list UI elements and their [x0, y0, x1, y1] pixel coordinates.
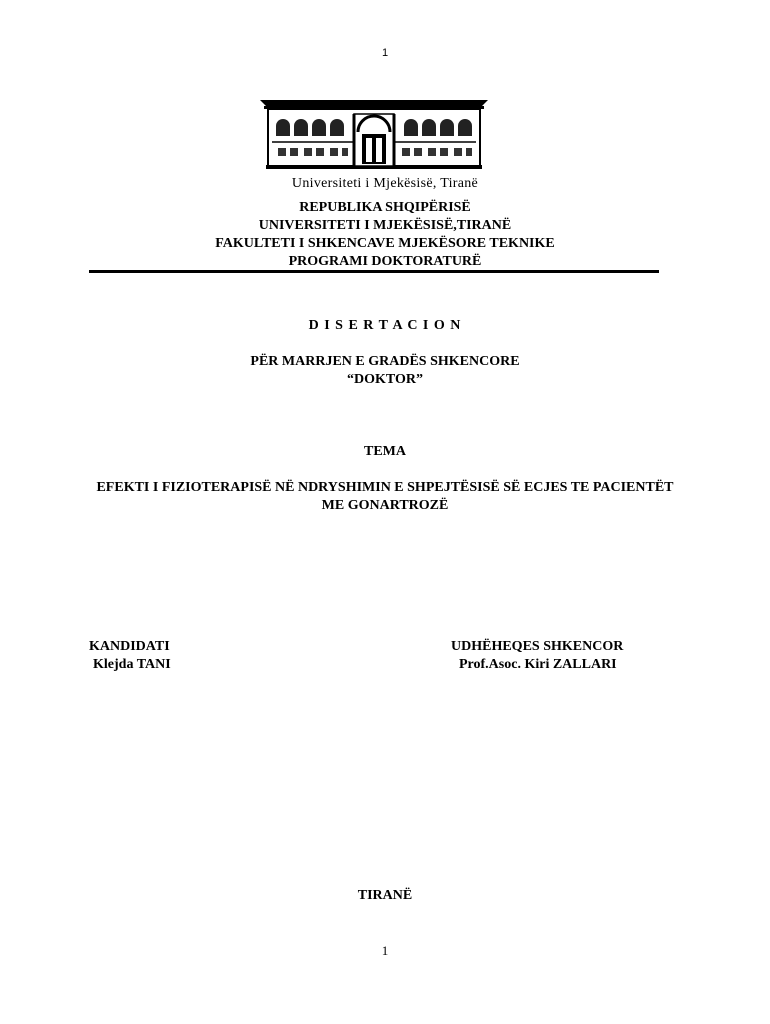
university-building-icon: [256, 92, 492, 172]
degree-statement: [0, 353, 770, 389]
candidate-name: Klejda TANI: [93, 657, 171, 672]
city: TIRANË: [357, 888, 413, 903]
university-logo: [256, 92, 492, 177]
degree-line-2: “DOKTOR”: [347, 372, 423, 387]
candidate-label: KANDIDATI: [89, 639, 170, 654]
header-line-republic: REPUBLIKA SHQIPËRISË: [299, 200, 471, 215]
header-line-program: PROGRAMI DOKTORATURË: [288, 254, 482, 269]
theme-label: TEMA: [364, 444, 406, 459]
page-number-bottom: 1: [381, 943, 389, 958]
supervisor-label: UDHËHEQES SHKENCOR: [451, 639, 624, 654]
page-number-top: 1: [381, 47, 389, 59]
university-logo-caption: Universiteti i Mjekësisë, Tiranë: [291, 176, 479, 191]
document-type: D I S E R T A C I O N: [308, 318, 462, 333]
header-line-faculty: FAKULTETI I SHKENCAVE MJEKËSORE TEKNIKE: [215, 236, 555, 251]
header-line-university: UNIVERSITETI I MJEKËSISË,TIRANË: [258, 218, 512, 233]
thesis-title: EFEKTI I FIZIOTERAPISË NË NDRYSHIMIN E SHPEJTËSISË SË ECJES TE PACIENTËT ME GONARTROZË: [96, 480, 674, 513]
header-divider: [89, 270, 659, 273]
degree-line-1: PËR MARRJEN E GRADËS SHKENCORE: [250, 354, 520, 369]
supervisor-name: Prof.Asoc. Kiri ZALLARI: [459, 657, 617, 672]
institution-header: [0, 199, 770, 271]
